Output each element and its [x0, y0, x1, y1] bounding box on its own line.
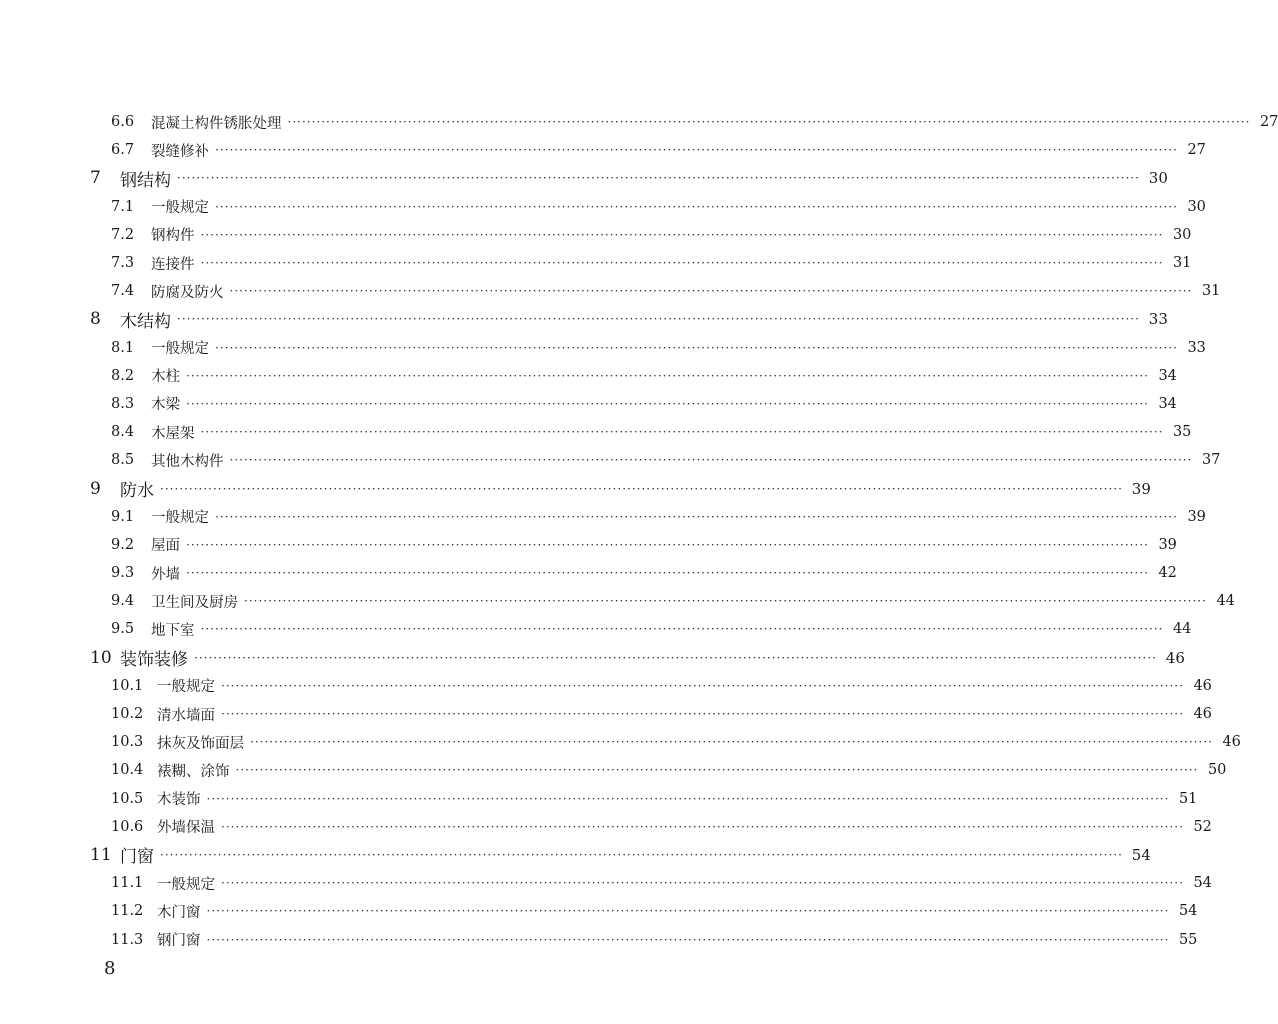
toc-entry-title: 防腐及防火 — [151, 284, 224, 301]
toc-dot-leader: ········································································································································································································ — [160, 481, 1123, 496]
toc-section-entry — [0, 897, 1198, 925]
page-number: 8 — [104, 958, 116, 979]
toc-dot-leader: ········································································································································································································ — [186, 566, 1149, 581]
toc-entry-number: 7.3 — [111, 255, 135, 272]
toc-section-entry — [0, 559, 1177, 587]
toc-section-entry — [0, 756, 1227, 784]
toc-entry-number: 9.3 — [111, 565, 135, 582]
toc-chapter-entry — [0, 841, 1151, 869]
toc-entry-page: 44 — [1216, 593, 1235, 610]
toc-dot-leader: ········································································································································································································ — [221, 819, 1184, 834]
toc-entry-page: 55 — [1178, 931, 1198, 948]
toc-section-entry — [0, 136, 1206, 164]
toc-dot-leader: ········································································································································································································ — [200, 622, 1164, 637]
toc-entry-title: 抹灰及饰面层 — [157, 735, 244, 752]
toc-section-entry — [0, 108, 1278, 136]
toc-entry-number: 7 — [90, 168, 101, 189]
toc-entry-page: 44 — [1172, 621, 1192, 638]
toc-chapter-entry — [0, 474, 1151, 502]
toc-dot-leader: ········································································································································································································ — [200, 227, 1164, 242]
toc-section-entry — [0, 193, 1206, 221]
toc-entry-page: 31 — [1201, 283, 1221, 300]
toc-entry-page: 35 — [1172, 424, 1192, 441]
toc-entry-title: 钢构件 — [151, 228, 195, 245]
toc-entry-page: 46 — [1193, 706, 1212, 723]
toc-dot-leader: ········································································································································································································ — [215, 143, 1178, 158]
toc-dot-leader: ········································································································································································································ — [215, 509, 1178, 524]
toc-entry-title: 外墙保温 — [157, 820, 215, 837]
toc-dot-leader: ········································································································································································································ — [215, 340, 1178, 355]
toc-entry-title: 防水 — [120, 481, 154, 502]
toc-entry-title: 木梁 — [151, 397, 180, 414]
toc-entry-page: 27 — [1259, 114, 1278, 131]
toc-entry-number: 11.3 — [111, 931, 144, 948]
toc-dot-leader: ········································································································································································································ — [177, 312, 1140, 327]
toc-entry-number: 6.6 — [111, 114, 135, 131]
toc-section-entry — [0, 446, 1221, 474]
toc-dot-leader: ········································································································································································································ — [186, 396, 1149, 411]
toc-entry-number: 9.5 — [111, 621, 135, 638]
toc-entry-number: 8.4 — [111, 424, 135, 441]
toc-chapter-entry — [0, 305, 1168, 333]
toc-entry-title: 门窗 — [120, 847, 154, 868]
toc-entry-number: 10.1 — [111, 677, 144, 694]
toc-entry-number: 7.1 — [111, 198, 135, 215]
toc-entry-page: 46 — [1193, 677, 1212, 694]
toc-section-entry — [0, 418, 1192, 446]
toc-entry-number: 10.4 — [111, 762, 144, 779]
toc-entry-number: 9.2 — [111, 536, 135, 553]
toc-entry-title: 连接件 — [151, 256, 195, 273]
toc-section-entry — [0, 277, 1221, 305]
toc-entry-number: 9.1 — [111, 508, 135, 525]
toc-entry-page: 54 — [1131, 845, 1151, 864]
toc-entry-title: 清水墙面 — [157, 707, 215, 724]
toc-entry-page: 46 — [1222, 734, 1241, 751]
toc-section-entry — [0, 362, 1177, 390]
toc-dot-leader: ········································································································································································································ — [206, 932, 1170, 947]
toc-section-entry — [0, 531, 1177, 559]
toc-section-entry — [0, 615, 1192, 643]
toc-entry-number: 8.1 — [111, 339, 135, 356]
toc-entry-number: 9.4 — [111, 593, 135, 610]
toc-entry-number: 10.2 — [111, 706, 144, 723]
toc-entry-title: 一般规定 — [151, 200, 209, 217]
toc-dot-leader: ········································································································································································································ — [206, 904, 1170, 919]
toc-entry-title: 其他木构件 — [151, 453, 224, 470]
toc-entry-title: 屋面 — [151, 538, 180, 555]
toc-entry-title: 裱糊、涂饰 — [157, 763, 230, 780]
toc-section-entry — [0, 587, 1235, 615]
toc-entry-title: 一般规定 — [151, 510, 209, 527]
toc-entry-page: 30 — [1172, 226, 1192, 243]
toc-dot-leader: ········································································································································································································ — [200, 425, 1164, 440]
toc-entry-title: 一般规定 — [157, 876, 215, 893]
toc-dot-leader: ········································································································································································································ — [186, 537, 1149, 552]
toc-entry-title: 木屋架 — [151, 425, 195, 442]
toc-entry-title: 装饰装修 — [120, 650, 188, 671]
toc-section-entry — [0, 869, 1212, 897]
toc-entry-number: 11.2 — [111, 903, 144, 920]
toc-entry-title: 一般规定 — [151, 341, 209, 358]
toc-dot-leader: ········································································································································································································ — [221, 876, 1184, 891]
toc-entry-number: 11 — [90, 844, 112, 865]
toc-section-entry — [0, 785, 1198, 813]
toc-dot-leader: ········································································································································································································ — [229, 284, 1193, 299]
toc-dot-leader: ········································································································································································································ — [221, 707, 1184, 722]
toc-chapter-entry — [0, 644, 1185, 672]
toc-section-entry — [0, 221, 1192, 249]
toc-entry-number: 10.3 — [111, 734, 144, 751]
toc-entry-number: 8.2 — [111, 367, 135, 384]
toc-entry-number: 9 — [90, 478, 101, 499]
toc-dot-leader: ········································································································································································································ — [206, 791, 1170, 806]
toc-entry-page: 52 — [1193, 818, 1212, 835]
toc-entry-page: 34 — [1158, 367, 1177, 384]
toc-section-entry — [0, 813, 1212, 841]
toc-entry-number: 7.4 — [111, 283, 135, 300]
toc-entry-title: 外墙 — [151, 566, 180, 583]
toc-chapter-entry — [0, 164, 1168, 192]
toc-entry-page: 34 — [1158, 395, 1177, 412]
toc-entry-page: 27 — [1187, 142, 1206, 159]
toc-section-entry — [0, 925, 1198, 953]
toc-entry-page: 31 — [1172, 255, 1192, 272]
toc-dot-leader: ········································································································································································································ — [160, 847, 1123, 862]
toc-entry-title: 裂缝修补 — [151, 143, 209, 160]
toc-dot-leader: ········································································································································································································ — [250, 735, 1213, 750]
toc-entry-number: 10.5 — [111, 790, 144, 807]
toc-entry-page: 42 — [1158, 565, 1177, 582]
toc-entry-page: 33 — [1148, 310, 1168, 329]
toc-entry-page: 39 — [1187, 508, 1206, 525]
toc-dot-leader: ········································································································································································································ — [244, 594, 1207, 609]
toc-entry-page: 30 — [1187, 198, 1206, 215]
toc-entry-number: 8 — [90, 309, 101, 330]
toc-dot-leader: ········································································································································································································ — [186, 368, 1149, 383]
toc-dot-leader: ········································································································································································································ — [177, 171, 1140, 186]
toc-entry-title: 地下室 — [151, 622, 195, 639]
toc-entry-number: 8.5 — [111, 452, 135, 469]
toc-entry-number: 11.1 — [111, 875, 144, 892]
toc-section-entry — [0, 700, 1212, 728]
toc-entry-page: 39 — [1131, 479, 1151, 498]
toc-section-entry — [0, 503, 1206, 531]
toc-entry-page: 54 — [1178, 903, 1198, 920]
toc-entry-page: 37 — [1201, 452, 1221, 469]
toc-section-entry — [0, 334, 1206, 362]
toc-entry-title: 一般规定 — [157, 679, 215, 696]
toc-dot-leader: ········································································································································································································ — [221, 678, 1184, 693]
toc-entry-page: 54 — [1193, 875, 1212, 892]
toc-entry-page: 33 — [1187, 339, 1206, 356]
toc-entry-page: 39 — [1158, 536, 1177, 553]
toc-entry-title: 钢结构 — [120, 170, 171, 191]
toc-dot-leader: ········································································································································································································ — [215, 199, 1178, 214]
toc-entry-title: 钢门窗 — [157, 933, 201, 950]
toc-entry-number: 10.6 — [111, 818, 144, 835]
toc-dot-leader: ········································································································································································································ — [194, 650, 1157, 665]
toc-entry-title: 木柱 — [151, 369, 180, 386]
toc-dot-leader: ········································································································································································································ — [229, 453, 1193, 468]
toc-section-entry — [0, 249, 1192, 277]
toc-entry-page: 51 — [1178, 790, 1198, 807]
toc-section-entry — [0, 672, 1212, 700]
toc-entry-title: 木门窗 — [157, 904, 201, 921]
toc-entry-page: 30 — [1148, 169, 1168, 188]
toc-entry-number: 6.7 — [111, 142, 135, 159]
toc-entry-number: 10 — [90, 647, 112, 668]
toc-section-entry — [0, 728, 1241, 756]
toc-entry-title: 卫生间及厨房 — [151, 594, 238, 611]
toc-dot-leader: ········································································································································································································ — [287, 115, 1251, 130]
toc-entry-number: 8.3 — [111, 395, 135, 412]
toc-dot-leader: ········································································································································································································ — [235, 763, 1199, 778]
toc-entry-title: 木结构 — [120, 311, 171, 332]
toc-entry-title: 木装饰 — [157, 792, 201, 809]
toc-section-entry — [0, 390, 1177, 418]
toc-entry-number: 7.2 — [111, 226, 135, 243]
table-of-contents — [0, 108, 1278, 954]
toc-dot-leader: ········································································································································································································ — [200, 256, 1164, 271]
toc-entry-title: 混凝土构件锈胀处理 — [151, 115, 282, 132]
toc-entry-page: 46 — [1165, 648, 1185, 667]
toc-entry-page: 50 — [1207, 762, 1227, 779]
